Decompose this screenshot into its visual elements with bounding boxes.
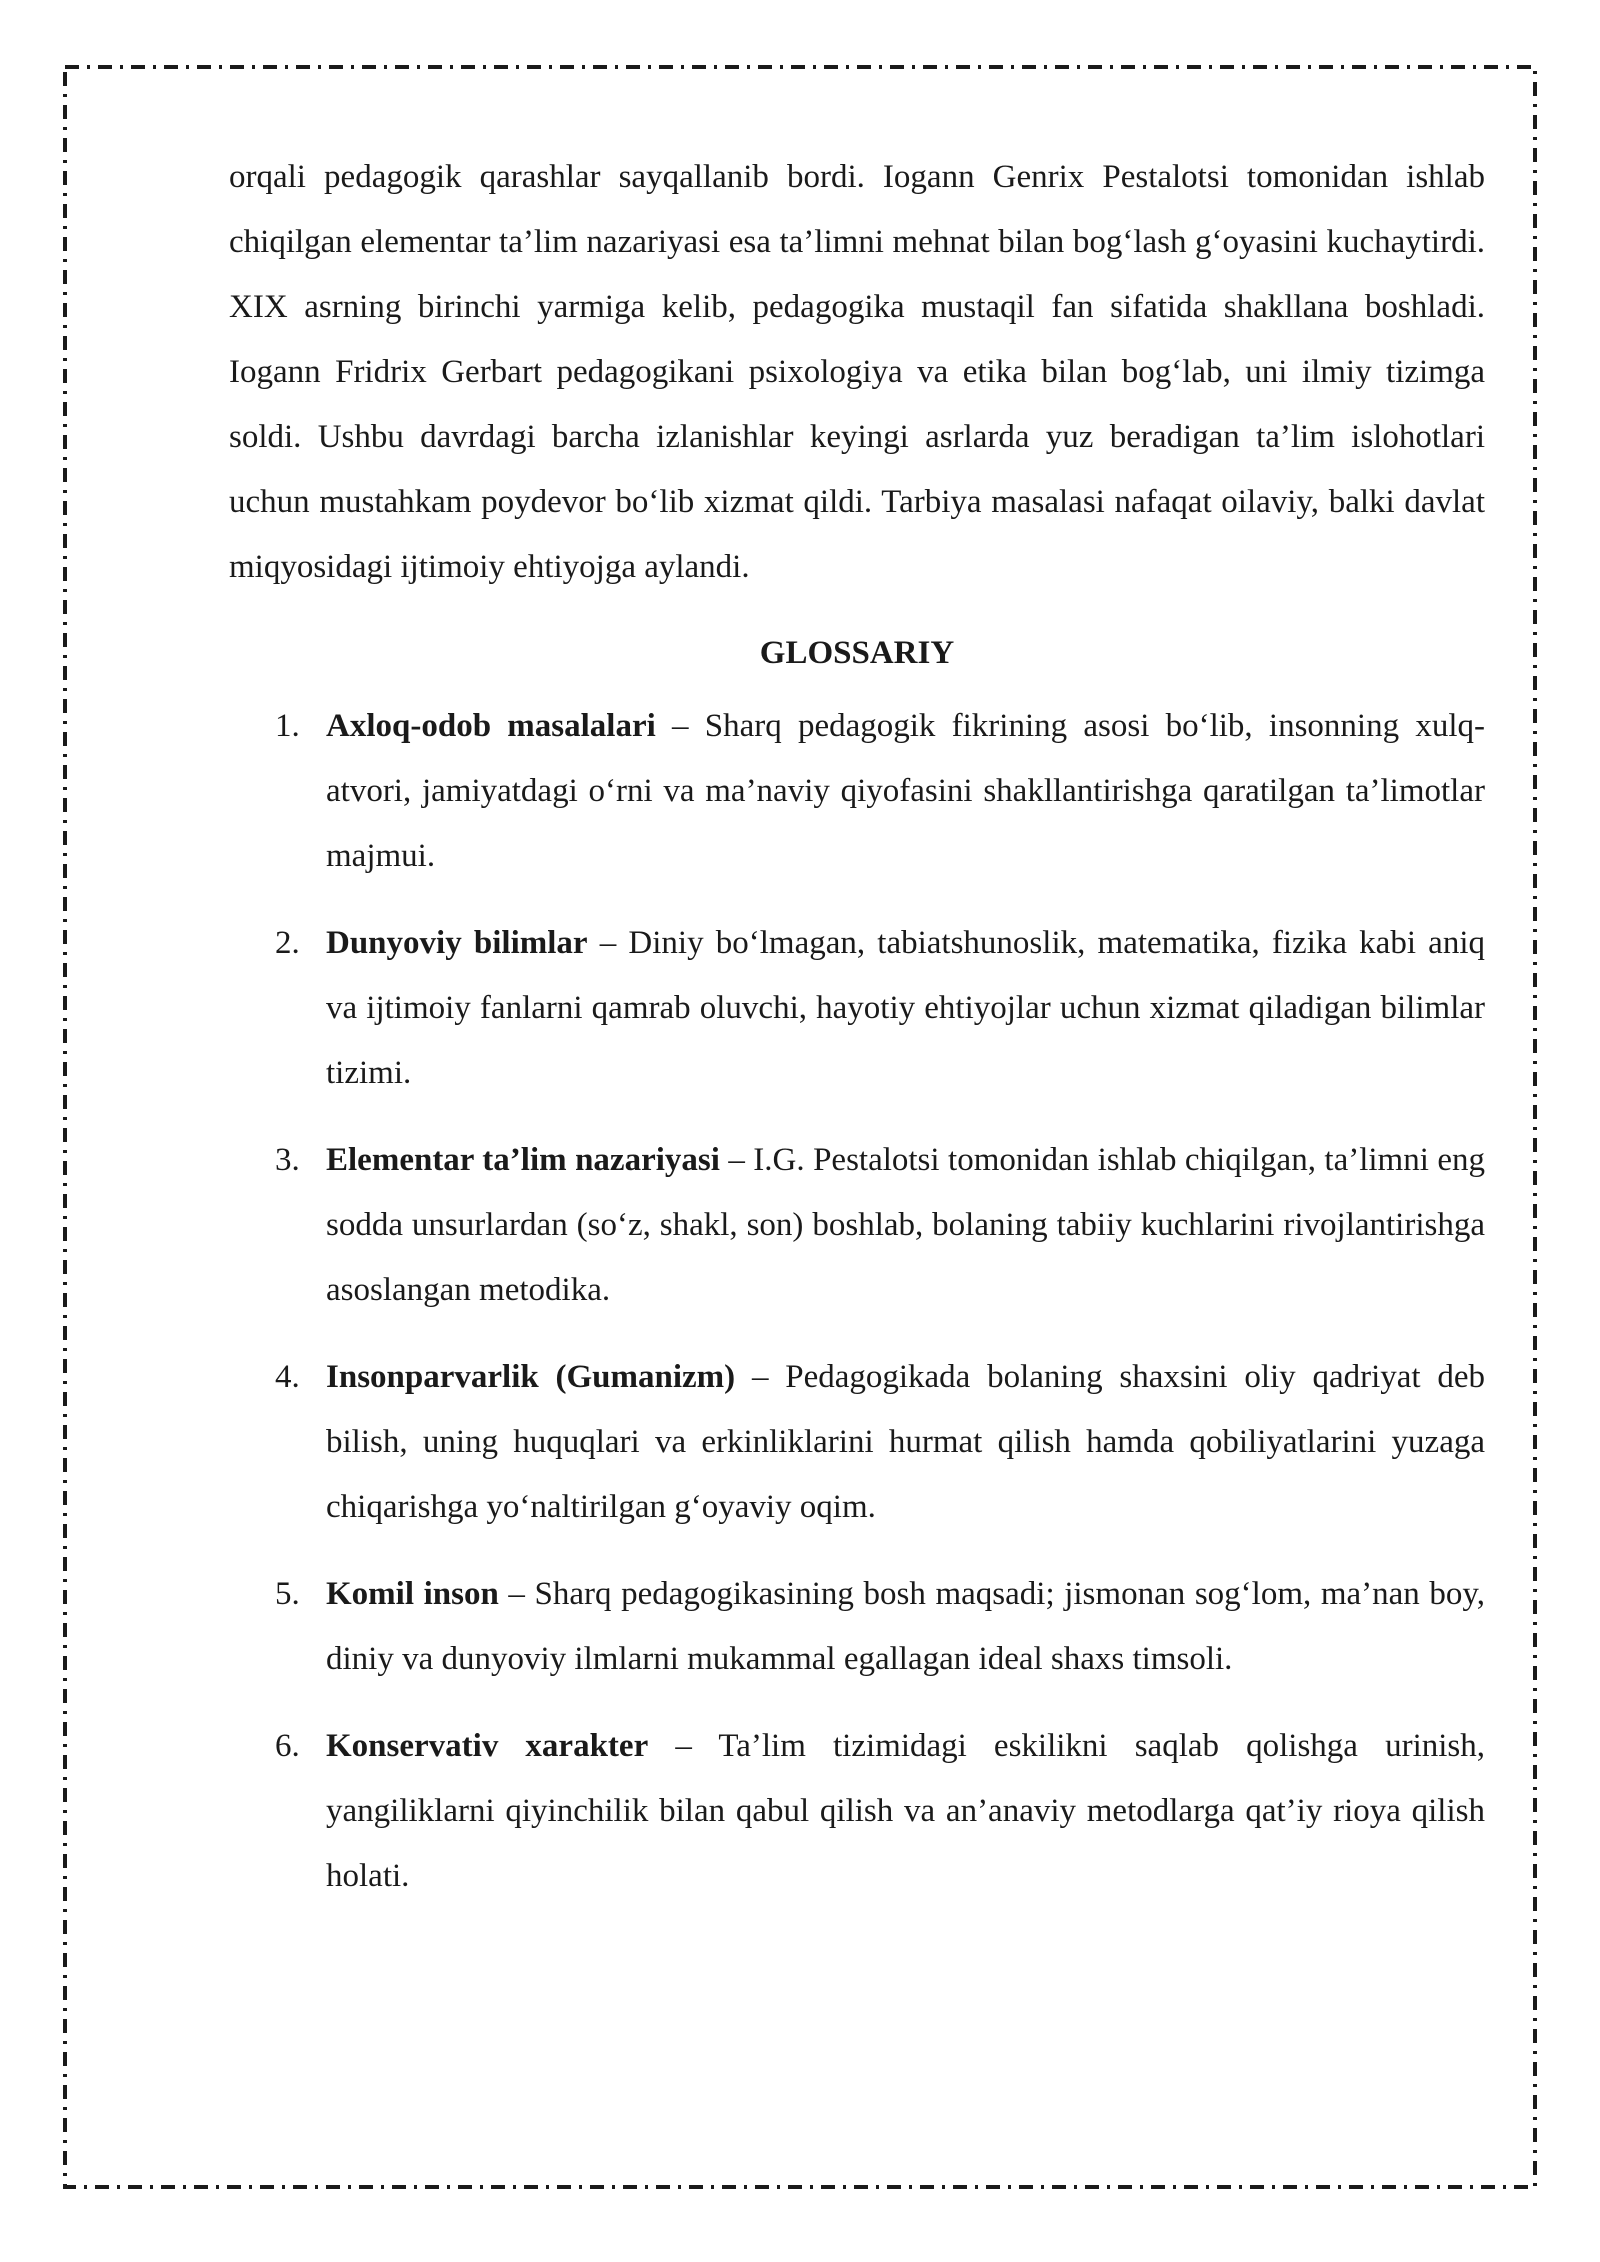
glossary-item bbox=[229, 1345, 1485, 1540]
glossary-item bbox=[229, 1714, 1485, 1909]
item-number: 6. bbox=[275, 1728, 300, 1764]
document-body bbox=[229, 145, 1485, 1931]
glossary-item bbox=[229, 694, 1485, 889]
term-name: Dunyoviy bilimlar bbox=[326, 925, 588, 961]
glossary-item bbox=[229, 1562, 1485, 1692]
glossary-heading: GLOSSARIY bbox=[759, 635, 955, 671]
term-definition: – Sharq pedagogik fikrining asosi bo‘lib, insonning xulq-atvori, jamiyatdagi o‘rni va ma’naviy qiyofasini shakllantirishga qaratilgan ta’limotlar majmui. bbox=[326, 708, 1485, 874]
item-number: 2. bbox=[275, 925, 300, 961]
term-definition: – Diniy bo‘lmagan, tabiatshunoslik, matematika, fizika kabi aniq va ijtimoiy fanlarni qamrab oluvchi, hayotiy ehtiyojlar uchun xizmat qiladigan bilimlar tizimi. bbox=[326, 925, 1485, 1091]
term-definition: – Pedagogikada bolaning shaxsini oliy qadriyat deb bilish, uning huquqlari va erkinliklarini hurmat qilish hamda qobiliyatlarini yuzaga chiqarishga yo‘naltirilgan g‘oyaviy oqim. bbox=[326, 1359, 1485, 1525]
term-name: Komil inson bbox=[326, 1576, 499, 1612]
glossary-item bbox=[229, 911, 1485, 1106]
term-name: Konservativ xarakter bbox=[326, 1728, 649, 1764]
term-definition: – I.G. Pestalotsi tomonidan ishlab chiqilgan, ta’limni eng sodda unsurlardan (so‘z, shakl, son) boshlab, bolaning tabiiy kuchlarini rivojlantirishga asoslangan metodika. bbox=[326, 1142, 1485, 1308]
item-number: 4. bbox=[275, 1359, 300, 1395]
item-number: 5. bbox=[275, 1576, 300, 1612]
term-definition: – Ta’lim tizimidagi eskilikni saqlab qolishga urinish, yangiliklarni qiyinchilik bilan qabul qilish va an’anaviy metodlarga qat’iy rioya qilish holati. bbox=[326, 1728, 1485, 1894]
term-name: Axloq-odob masalalari bbox=[326, 708, 656, 744]
intro-paragraph: orqali pedagogik qarashlar sayqallanib bordi. Iogann Genrix Pestalotsi tomonidan ishlab chiqilgan elementar ta’lim nazariyasi esa ta’limni mehnat bilan bog‘lash g‘oyasini kuchaytirdi. XIX asrning birinchi yarmiga kelib, pedagogika mustaqil fan sifatida shakllana boshladi. Iogann Fridrix Gerbart pedagogikani psixologiya va etika bilan bog‘lab, uni ilmiy tizimga soldi. Ushbu davrdagi barcha izlanishlar keyingi asrlarda yuz beradigan ta’lim islohotlari uchun mustahkam poydevor bo‘lib xizmat qildi. Tarbiya masalasi nafaqat oilaviy, balki davlat miqyosidagi ijtimoiy ehtiyojga aylandi. bbox=[229, 159, 1485, 585]
term-name: Insonparvarlik (Gumanizm) bbox=[326, 1359, 736, 1395]
term-name: Elementar ta’lim nazariyasi bbox=[326, 1142, 720, 1178]
item-number: 3. bbox=[275, 1142, 300, 1178]
glossary-list bbox=[229, 694, 1485, 1909]
term-definition: – Sharq pedagogikasining bosh maqsadi; jismonan sog‘lom, ma’nan boy, diniy va dunyoviy ilmlarni mukammal egallagan ideal shaxs timsoli. bbox=[326, 1576, 1486, 1677]
item-number: 1. bbox=[275, 708, 300, 744]
glossary-item bbox=[229, 1128, 1485, 1323]
